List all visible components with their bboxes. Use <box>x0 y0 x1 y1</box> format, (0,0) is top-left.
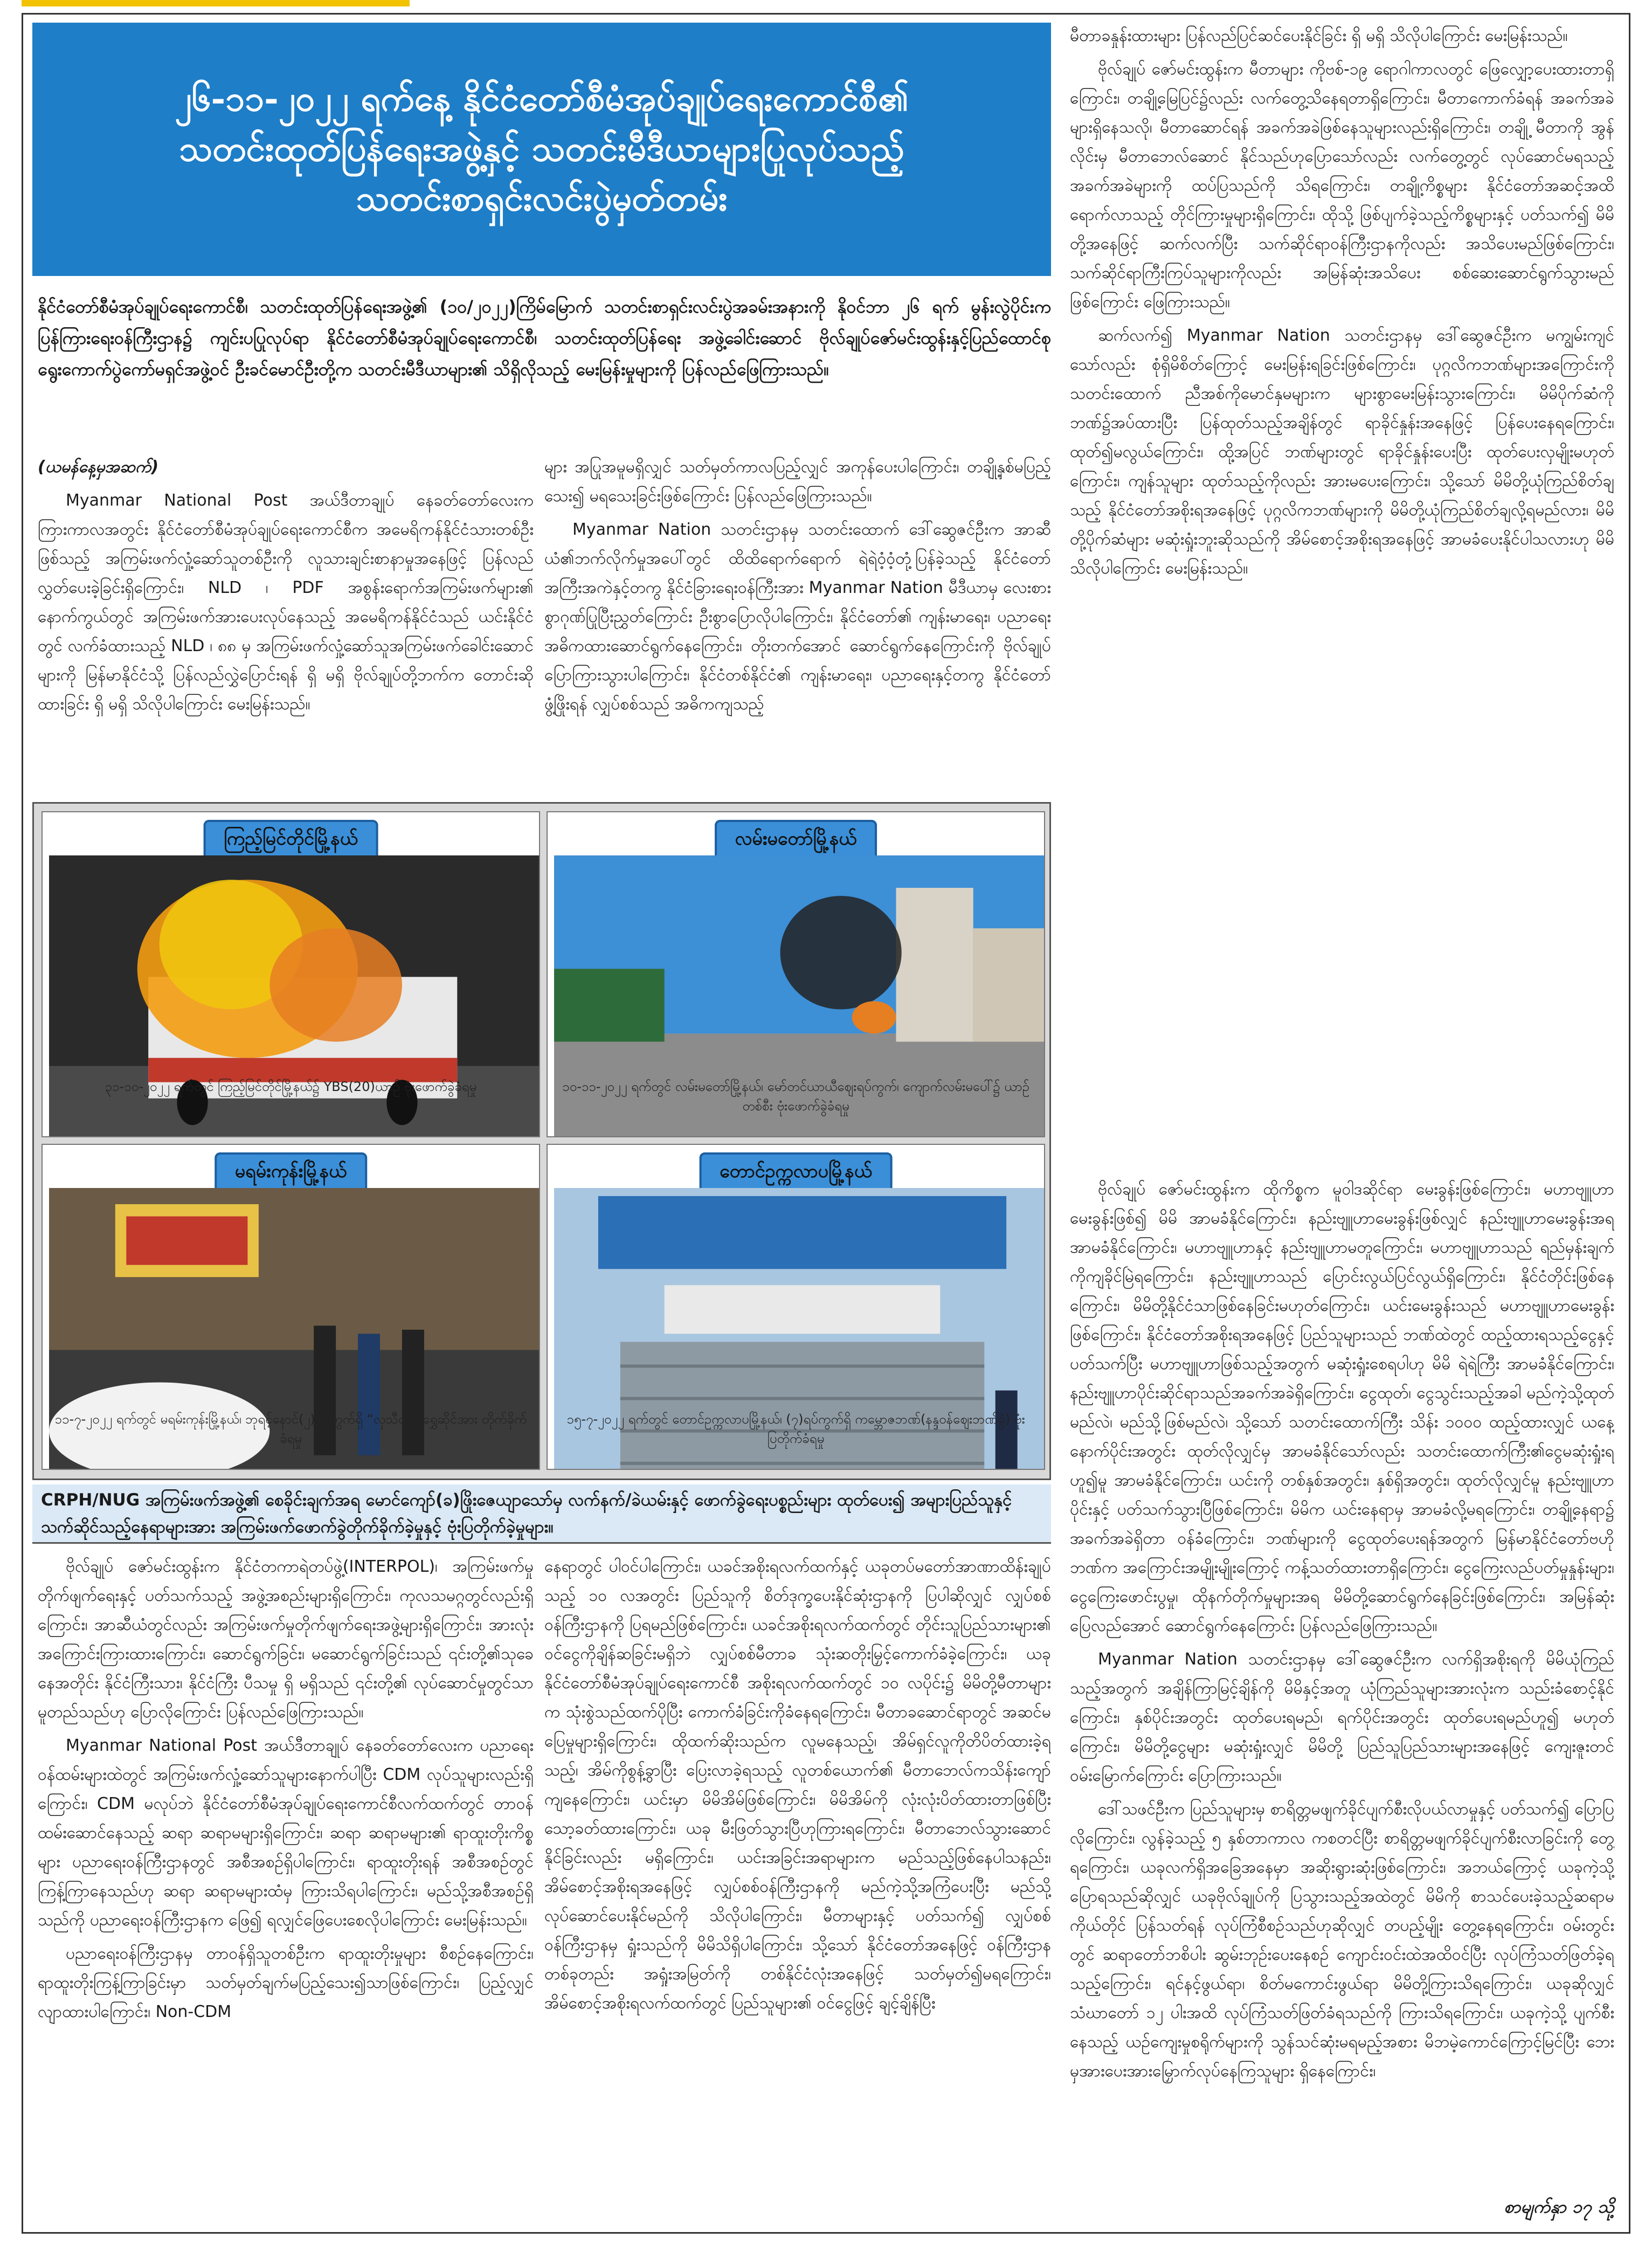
article-paragraph: Myanmar Nation သတင်းဌာနမှ ဒေါ်ဆွေဇင်ဦးက လက်ရှိအစိုးရကို မိမိယုံကြည်သည့်အတွက် အချိန်ကြာမြင့်ချိန်ကို မိမိနှင့်အတူ ယုံကြည်သူများအားလုံးက သည်းခံစောင့်နိုင်ကြောင်း၊ နှစ်ပိုင်းအတွင်း ထုတ်ပေးရမည်၊ ရက်ပိုင်းအတွင်း ထုတ်ပေးရမည်ဟူ၍ မဟုတ်ကြောင်း၊ မိမိတို့ငွေများ မဆုံးရှုံးလျှင် မိမိတို့ ပြည်သူပြည်သားများအနေဖြင့် ကျေးဇူးတင် ဝမ်းမြောက်ကြောင်း ပြောကြားသည်။ <box>1070 1650 1614 1785</box>
article-paragraph: ဒေါ်သဖင်ဦးက ပြည်သူများမှ စာရိတ္တမဖျက်ခိုင်ပျက်စီးလိုပယ်လာမှုနှင့် ပတ်သက်၍ ပြောပြလိုကြောင်း၊ လွန်ခဲ့သည့် ၅ နှစ်တာကာလ ကစတင်ပြီး စာရိတ္တမဖျက်ခိုင်ပျက်စီးလာခြင်းကို တွေ့ရကြောင်း၊ ယခုလက်ရှိအခြေအနေမှာ အဆိုးရွားဆုံးဖြစ်ကြောင်း၊ အဘယ်ကြောင့် ယခုကဲ့သို့ပြောရသည်ဆိုလျှင် ယခုဗိုလ်ချုပ်ကို ပြသွားသည့်အထဲတွင် မိမိကို စာသင်ပေးခဲ့သည့်ဆရာမကိုယ်တိုင် ပြန်သတ်ရန် လုပ်ကြံစီစဉ်သည်ဟုဆိုလျှင် တပည့်မျိုး တွေ့နေရကြောင်း၊ ဝမ်းတွင်းတွင် ဆရာတော်ဘစိပါး ဆွမ်းဘုဉ်းပေးနေစဉ် ကျောင်းဝင်းထဲအထိဝင်ပြီး လုပ်ကြံသတ်ဖြတ်ခဲ့ရသည့်ကြောင်း၊ ရင်နင့်ဖွယ်ရာ၊ စိတ်မကောင်းဖွယ်ရာ မိမိတို့ကြားသိရကြောင်း၊ ယခုဆိုလျှင် သံဃာတော် ၁၂ ပါးအထိ လုပ်ကြံသတ်ဖြတ်ခံရသည်ကို ကြားသိရကြောင်း၊ ယခုကဲ့သို့ ပျက်စီးနေသည့် ယဉ်ကျေးမှုစရိုက်များကို သွန်သင်ဆုံးမရမည့်အစား မိဘမဲ့ကောင်ကြောင့်မြင်ပြီး ဘေးမှအားပေးအားမြှောက်လုပ်နေကြသူများ ရှိနေကြောင်း၊ <box>1070 1800 1614 2081</box>
article-paragraph: Myanmar Nation သတင်းဌာနမှ သတင်းထောက် ဒေါ်ဆွေဇင်ဦးက အာဆီယံ၏ဘက်လိုက်မှုအပေါ်တွင် ထိထိရောက်ရောက် ရဲရဲဝံ့ဝံ့တုံ့ပြန်ခဲ့သည့် နိုင်ငံတော်အကြီးအကဲနှင့်တကွ နိုင်ငံခြားရေးဝန်ကြီးအား Myanmar Nation မီဒီယာမှ လေးစားစွာဂုဏ်ပြုပြီးညွှတ်ကြောင်း ဦးစွာပြောလိုပါကြောင်း၊ နိုင်ငံတော်၏ ကျန်းမာရေး၊ ပညာရေးအဓိကထားဆောင်ရွက်နေကြောင်း၊ တိုးတက်အောင် ဆောင်ရွက်နေကြောင်းကို ဗိုလ်ချုပ် ပြောကြားသွားပါကြောင်း၊ နိုင်ငံတစ်နိုင်ငံ၏ ကျန်းမာရေး၊ ပညာရေးနှင့်တကွ နိုင်ငံတော်ဖွံ့ဖြိုးရန် လျှပ်စစ်သည် အဓိကကျသည့် <box>544 520 1051 714</box>
photo-caption: ၃၁-၁၀-၂၀၂၂ ရက်တွင် ကြည့်မြင်တိုင်မြို့နယ်၌ YBS(20)ယာဉ် ဗုံးဖောက်ခွဲခံရမှု <box>105 1079 477 1094</box>
article-paragraph: ဗိုလ်ချုပ် ဇော်မင်းထွန်းက ထိုကိစ္စက မူဝါဒဆိုင်ရာ မေးခွန်းဖြစ်ကြောင်း၊ မဟာဗျူဟာမေးခွန်းဖြစ်၍ မိမိ အာမခံနိုင်ကြောင်း၊ နည်းဗျူဟာမေးခွန်းဖြစ်လျှင် နည်းဗျူဟာမေးခွန်းအရ အာမခံနိုင်ကြောင်း၊ မဟာဗျူဟာနှင့် နည်းဗျူဟာမတူကြောင်း၊ မဟာဗျူဟာသည် ရည်မှန်းချက်ကိုကျခိုင်မြဲရကြောင်း၊ နည်းဗျူဟာသည် ပြောင်းလွယ်ပြင်လွယ်ရှိကြောင်း၊ နိုင်ငံတိုင်းဖြစ်နေကြောင်း၊ မိမိတို့နိုင်ငံသာဖြစ်နေခြင်းမဟုတ်ကြောင်း၊ ယင်းမေးခွန်းသည် မဟာဗျူဟာမေးခွန်းဖြစ်ကြောင်း၊ နိုင်ငံတော်အစိုးရအနေဖြင့် ပြည်သူများသည် ဘဏ်ထဲတွင် ထည့်ထားရသည့်ငွေနှင့်ပတ်သက်ပြီး မဟာဗျူဟာဖြစ်သည့်အတွက် မဆုံးရှုံးစေရပါဟု မိမိ ရဲရဲကြီး အာမခံနိုင်ကြောင်း၊ နည်းဗျူဟာပိုင်းဆိုင်ရာသည်အခက်အခဲရှိကြောင်း၊ ငွေထုတ်၊ ငွေသွင်းသည့်အခါ မည်ကဲ့သို့ထုတ်မည်လဲ၊ မည်သို့ဖြစ်မည်လဲ၊ သို့သော် သတင်းထောက်ကြီး သိန်း ၁၀၀၀ ထည့်ထားလျှင် ယနေ့နောက်ပိုင်းအတွင်း ထုတ်လိုလျှင်မှ အာမခံနိုင်သော်လည်း သတင်းထောက်ကြီး၏ငွေမဆုံးရှုံးရဟူ၍မူ အာမခံနိုင်ကြောင်း၊ ယင်းကို တစ်နှစ်အတွင်း၊ နှစ်ရှိအတွင်း၊ ထုတ်လိုလျှင်မူ နည်းဗျူဟာပိုင်းနှင့် ပတ်သက်သွားပြီဖြစ်ကြောင်း၊ မိမိက ယင်းနေရာမှ အာမခံလို့မရကြောင်း၊ တချို့နေရာ၌ အခက်အခဲရှိတာ ဝန်ခံကြောင်း၊ ဘဏ်များကို ငွေထုတ်ပေးရန်အတွက် မြန်မာနိုင်ငံတော်ဗဟိုဘဏ်က အကြောင်းအမျိုးမျိုးကြောင့် ကန့်သတ်ထားတာရှိကြောင်း၊ ငွေကြေးလည်ပတ်မှုနှုန်းများ၊ ငွေကြေးဖောင်းပွမှု၊ ထိုနက်တိုက်မှုများအရ မိမိတို့ဆောင်ရွက်နေခြင်းဖြစ်ကြောင်း၊ အမြန်ဆုံးပြေလည်အောင် ဆောင်ရွက်နေကြောင်း ပြန်လည်ဖြေကြားသည်။ <box>1070 1180 1614 1635</box>
column-2-top <box>544 453 1051 798</box>
photo-south-okkalapa <box>547 1144 1045 1470</box>
headline-line-2: သတင်းထုတ်ပြန်ရေးအဖွဲ့နှင့် သတင်းမီဒီယာများပြုလုပ်သည့် <box>179 128 904 169</box>
lede-paragraph: နိုင်ငံတော်စီမံအုပ်ချုပ်ရေးကောင်စီ၊ သတင်းထုတ်ပြန်ရေးအဖွဲ့၏ (၁၀/၂၀၂၂)ကြိမ်မြောက် သတင်းစာရှင်းလင်းပွဲအခမ်းအနားကို နိုဝင်ဘာ ၂၆ ရက် မွန်းလွဲပိုင်းက ပြန်ကြားရေးဝန်ကြီးဌာန၌ ကျင်းပပြုလုပ်ရာ နိုင်ငံတော်စီမံအုပ်ချုပ်ရေးကောင်စီ၊ သတင်းထုတ်ပြန်ရေး အဖွဲ့ခေါင်းဆောင် ဗိုလ်ချုပ်ဇော်မင်းထွန်းနှင့်ပြည်ထောင်စုရွေးကောက်ပွဲကော်မရှင်အဖွဲ့ဝင် ဦးခင်မောင်ဦးတို့က သတင်းမီဒီယာများ၏ သိရှိလိုသည့် မေးမြန်းမှုများကို ပြန်လည်ဖြေကြားသည်။ <box>38 296 1051 379</box>
column-2-bottom <box>544 1552 1051 2215</box>
article-paragraph: ပညာရေးဝန်ကြီးဌာနမှ တာဝန်ရှိသူတစ်ဦးက ရာထူးတိုးမှုများ စီစဉ်နေကြောင်း၊ ရာထူးတိုးကြန့်ကြာခြင်းမှာ သတ်မှတ်ချက်မပြည့်သေး၍သာဖြစ်ကြောင်း၊ ပြည့်လျှင် လျာထားပါကြောင်း၊ Non-CDM <box>38 1944 534 2021</box>
top-accent-bar <box>22 0 410 6</box>
photo-collage <box>32 802 1051 1480</box>
photo-collage-caption: CRPH/NUG အကြမ်းဖက်အဖွဲ့၏ စေခိုင်းချက်အရ မောင်ကျော်(ခ)ဖြိုးဇေယျာသော်မှ လက်နက်/ခဲယမ်းနှင့် ဖောက်ခွဲရေးပစ္စည်းများ ထုတ်ပေး၍ အများပြည်သူနှင့် သက်ဆိုင်သည့်နေရာများအား အကြမ်းဖက်ဖောက်ခွဲတိုက်ခိုက်ခဲ့မှုနှင့် ဗုံးပြတိုက်ခဲ့မှုများ။ <box>32 1484 1051 1544</box>
photo-caption: ၁၁-၇-၂၀၂၂ ရက်တွင် မရမ်းကုန်းမြို့နယ်၊ ဘုရင့်နောင်(၂)ရပ်ကွက်ရှိ “လှသီတာ”ရွှေဆိုင်အား တိုက်ခိုက်ခံရမှု <box>54 1412 527 1446</box>
headline-banner <box>32 23 1051 276</box>
source-note: (ယမန်နေ့မှအဆက်) <box>38 458 159 476</box>
photo-title: ကြည့်မြင်တိုင်မြို့နယ် <box>203 820 378 860</box>
photo-caption: ၁၀-၁၁-၂၀၂၂ ရက်တွင် လမ်းမတော်မြို့နယ်၊ မော်တင်ယာယီဈေးရပ်ကွက်၊ ကျောက်လမ်းမပေါ်၌ ယာဉ်တစ်စီး ဗုံးဖောက်ခွဲခံရမှု <box>562 1079 1029 1114</box>
photo-mayangone <box>42 1144 540 1470</box>
photo-title: မရမ်းကုန်းမြို့နယ် <box>215 1152 368 1193</box>
continued-on-page: စာမျက်နှာ ၁၇ သို့ <box>1504 2196 1614 2217</box>
article-paragraph: များ အပြုအမူမရှိလျှင် သတ်မှတ်ကာလပြည့်လျှင် အကုန်ပေးပါကြောင်း၊ တချို့နှစ်မပြည့်သေး၍ မရသေးခြင်းဖြစ်ကြောင်း ပြန်လည်ဖြေကြားသည်။ <box>544 458 1051 506</box>
photo-lanmadaw <box>547 811 1045 1137</box>
article-paragraph: မီတာခနှုန်းထားများ ပြန်လည်ပြင်ဆင်ပေးနိုင်ခြင်း ရှိ မရှိ သိလိုပါကြောင်း မေးမြန်းသည်။ <box>1070 26 1568 45</box>
headline-line-1: ၂၆-၁၁-၂၀၂၂ ရက်နေ့ နိုင်ငံတော်စီမံအုပ်ချုပ်ရေးကောင်စီ၏ <box>175 78 909 119</box>
article-paragraph: နေရာတွင် ပါဝင်ပါကြောင်း၊ ယခင်အစိုးရလက်ထက်နှင့် ယခုတပ်မတော်အာဏာထိန်းချုပ်သည့် ၁၀ လအတွင်း ပြည်သူကို စိတ်ဒုက္ခပေးနိုင်ဆုံးဌာနကို ပြပါဆိုလျှင် လျှပ်စစ်ဝန်ကြီးဌာနကို ပြရမည်ဖြစ်ကြောင်း၊ ယခင်အစိုးရလက်ထက်တွင် တိုင်းသူပြည်သားများ၏ ဝင်ငွေကိုချိန်ဆခြင်းမရှိဘဲ လျှပ်စစ်မီတာခ သုံးဆတိုးမြှင့်ကောက်ခံခဲ့ကြောင်း၊ ယခု နိုင်ငံတော်စီမံအုပ်ချုပ်ရေးကောင်စီ အစိုးရလက်ထက်တွင် ၁၀ လပိုင်း၌ မိမိတို့မီတာများက သုံးစွဲသည်ထက်ပိုပြီး ကောက်ခံခြင်းကိုခံနေရကြောင်း၊ မီတာခဆောင်ရာတွင် အဆင်မပြေမှုများရှိကြောင်း၊ ထိုထက်ဆိုးသည်က လူမနေသည့်၊ အိမ်ရှင်လူကိုတိပိတ်ထားခဲ့ရသည့်၊ အိမ်ကိုစွန့်ခွာပြီး ပြေးလာခဲ့ရသည့် လူတစ်ယောက်၏ မီတာဘေလ်ကသိန်းကျော်ကျနေကြောင်း၊ ယင်းမှာ မိမိအိမ်ဖြစ်ကြောင်း၊ မိမိအိမ်ကို လုံးလုံးပိတ်ထားတာဖြစ်ပြီး သော့ခတ်ထားကြောင်း၊ ယခု မီးဖြတ်သွားပြီဟုကြားရကြောင်း၊ မီတာဘေလ်သွားဆောင်နိုင်ခြင်းလည်း မရှိကြောင်း၊ ယင်းအခြင်းအရာများက မည်သည့်ဖြစ်နေပါသနည်း၊ အိမ်စောင့်အစိုးရအနေဖြင့် လျှပ်စစ်ဝန်ကြီးဌာနကို မည်ကဲ့သို့အကြံပေးပြီး မည်သို့လုပ်ဆောင်ပေးနိုင်မည်ကို သိလိုပါကြောင်း၊ မီတာများနှင့် ပတ်သက်၍ လျှပ်စစ်ဝန်ကြီးဌာနမှ ရှုံးသည်ကို မိမိသိရှိပါကြောင်း၊ သို့သော် နိုင်ငံတော်အနေဖြင့် ဝန်ကြီးဌာနတစ်ခုတည်း အရှုံးအမြတ်ကို တစ်နိုင်ငံလုံးအနေဖြင့် သတ်မှတ်၍မရကြောင်း၊ အိမ်စောင့်အစိုးရလက်ထက်တွင် ပြည်သူများ၏ ဝင်ငွေဖြင့် ချင့်ချိန်ပြီး <box>544 1557 1051 2013</box>
article-paragraph: Myanmar National Post အယ်ဒီတာချုပ် နေခတ်တော်လေးက ပညာရေးဝန်ထမ်းများထဲတွင် အကြမ်းဖက်လှုံ့ဆော်သူများနောက်ပါပြီး CDM လုပ်သူများလည်းရှိကြောင်း၊ CDM မလုပ်ဘဲ နိုင်ငံတော်စီမံအုပ်ချုပ်ရေးကောင်စီလက်ထက်တွင် တာဝန်ထမ်းဆောင်နေသည့် ဆရာ ဆရာမများရှိကြောင်း၊ ဆရာ ဆရာမများ၏ ရာထူးတိုးကိစ္စများ ပညာရေးဝန်ကြီးဌာနတွင် အစီအစဉ်ရှိပါကြောင်း၊ ရာထူးတိုးရန် အစီအစဉ်တွင် ကြန့်ကြာနေသည်ဟု ဆရာ ဆရာမများထံမှ ကြားသိရပါကြောင်း၊ မည်သို့အစီအစဉ်ရှိသည်ကို ပညာရေးဝန်ကြီးဌာနက ဖြေ၍ ရလျှင်ဖြေပေးစေလိုပါကြောင်း မေးမြန်းသည်။ <box>38 1736 534 1930</box>
photo-caption: ၁၅-၇-၂၀၂၂ ရက်တွင် တောင်ဥက္ကလာပမြို့နယ်၊ (၇)ရပ်ကွက်ရှိ ကမ္ဘောဇဘဏ်(နန္ဒဝန်ဈေးဘဏ်ခွဲ) ဗုံးပြတိုက်ခံရမှု <box>566 1412 1025 1446</box>
article-paragraph: Myanmar National Post အယ်ဒီတာချုပ် နေခတ်တော်လေးက ကြားကာလအတွင်း နိုင်ငံတော်စီမံအုပ်ချုပ်ရေးကောင်စီက အမေရိကန်နိုင်ငံသားတစ်ဦးဖြစ်သည့် အကြမ်းဖက်လှုံ့ဆော်သူတစ်ဦးကို လူသားချင်းစာနာမှုအနေဖြင့် ပြန်လည်လွှတ်ပေးခဲ့ခြင်းရှိကြောင်း၊ NLD ၊ PDF အစွန်းရောက်အကြမ်းဖက်များ၏ နောက်ကွယ်တွင် အကြမ်းဖက်အားပေးလုပ်နေသည့် အမေရိကန်နိုင်ငံသည် ယင်းနိုင်ငံတွင် လက်ခံထားသည့် NLD ၊ ၈၈ မှ အကြမ်းဖက်လှုံ့ဆော်သူအကြမ်းဖက်ခေါင်းဆောင်များကို မြန်မာနိုင်ငံသို့ ပြန်လည်လွှဲပြောင်းရန် ရှိ မရှိ ဗိုလ်ချုပ်တို့ဘက်က တောင်းဆိုထားခြင်း ရှိ မရှိ သိလိုပါကြောင်း မေးမြန်းသည်။ <box>38 491 534 714</box>
photo-title: တောင်ဥက္ကလာပမြို့နယ် <box>699 1152 893 1193</box>
column-3-top <box>1070 22 1614 1170</box>
article-paragraph: ဆက်လက်၍ Myanmar Nation သတင်းဌာနမှ ဒေါ်ဆွေဇင်ဦးက မကျွမ်းကျင်သော်လည်း စုံရှိမိစိတ်ကြောင့် မေးမြန်းရခြင်းဖြစ်ကြောင်း၊ ပုဂ္ဂလိကဘဏ်များအကြောင်းကို သတင်းထောက် ညီအစ်ကိုမောင်နှမများက များစွာမေးမြန်းသွားကြောင်း၊ မိမိပိုက်ဆံကို ဘဏ်၌အပ်ထားပြီး ပြန်ထုတ်သည့်အချိန်တွင် ရာခိုင်နှုန်းအနေဖြင့် ပြန်ပေးနေရကြောင်း၊ ထုတ်၍မလွယ်ကြောင်း၊ ထို့အပြင် ဘဏ်များတွင် ရာခိုင်နှုန်းပေးပြီး ထုတ်ပေးလှမျိုးမဟုတ်ကြောင်း၊ ကျန်သူများ ထုတ်သည့်ကိုလည်း အားမပေးကြောင်း၊ သို့သော် မိမိတို့ယုံကြည်စိတ်ချသည့် နိုင်ငံတော်အစိုးရအနေဖြင့် ပုဂ္ဂလိကဘဏ်များကို မိမိတို့ယုံကြည်စိတ်ချလို့ရမည်လား၊ မိမိတို့ပိုက်ဆံများ မဆုံးရှုံးဘူးဆိုသည်ကို အိမ်စောင့်အစိုးရအနေဖြင့် အာမခံပေးနိုင်ပါသလားဟု မိမိသိလိုပါကြောင်း မေးမြန်းသည်။ <box>1070 326 1614 578</box>
article-paragraph: ဗိုလ်ချုပ် ဇော်မင်းထွန်းက နိုင်ငံတကာရဲတပ်ဖွဲ့(INTERPOL)၊ အကြမ်းဖက်မှုတိုက်ဖျက်ရေးနှင့် ပတ်သက်သည့် အဖွဲ့အစည်းများရှိကြောင်း၊ ကုလသမဂ္ဂတွင်လည်းရှိကြောင်း၊ အာဆီယံတွင်လည်း အကြမ်းဖက်မှုတိုက်ဖျက်ရေးအဖွဲ့များရှိကြောင်း၊ အားလုံးအကြောင်းကြားထားကြောင်း၊ ဆောင်ရွက်ခြင်း၊ မဆောင်ရွက်ခြင်းသည် ၎င်းတို့၏သုခေနေအတိုင်း နိုင်ငံကြီးသား၊ နိုင်ငံကြီး ပီသမှု ရှိ မရှိသည် ၎င်းတို့၏ လုပ်ဆောင်မှုတွင်သာ မူတည်သည်ဟု ပြောလိုကြောင်း ပြန်လည်ဖြေကြားသည်။ <box>38 1557 534 1722</box>
column-1-top <box>38 453 534 798</box>
column-3-bottom <box>1070 1175 1614 2188</box>
photo-kyimyindaing <box>42 811 540 1137</box>
photo-title: လမ်းမတော်မြို့နယ် <box>715 820 877 860</box>
article-paragraph: ဗိုလ်ချုပ် ဇော်မင်းထွန်းက မီတာများ ကိုဗစ်-၁၉ ရောဂါကာလတွင် ဖြေလျှော့ပေးထားတာရှိကြောင်း၊ တချို့မြေပြင်၌လည်း လက်တွေ့သိနေရတာရှိကြောင်း၊ မီတာကောက်ခံရန် အခက်အခဲများရှိနေသလို၊ မီတာဆောင်ရန် အခက်အခဲဖြစ်နေသူများလည်းရှိကြောင်း၊ တချို့ မီတာကို အွန်လိုင်းမှ မီတာဘေလ်ဆောင် နိုင်သည်ဟုပြောသော်လည်း လက်တွေ့တွင် လုပ်ဆောင်မရသည့် အခက်အခဲများကို ထပ်ပြသည်ကို သိရကြောင်း၊ တချို့ကိစ္စများ နိုင်ငံတော်အဆင့်အထိရောက်လာသည့် တိုင်ကြားမှုများရှိကြောင်း၊ ထိုသို့ ဖြစ်ပျက်ခဲ့သည့်ကိစ္စများနှင့် ပတ်သက်၍ မိမိတို့အနေဖြင့် ဆက်လက်ပြီး သက်ဆိုင်ရာဝန်ကြီးဌာနကိုလည်း အသိပေးမည်ဖြစ်ကြောင်း၊ သက်ဆိုင်ရာကြီးကြပ်သူများကိုလည်း အမြန်ဆုံးအသိပေး စစ်ဆေးဆောင်ရွက်သွားမည်ဖြစ်ကြောင်း ဖြေကြားသည်။ <box>1070 60 1614 312</box>
headline-line-3: သတင်းစာရှင်းလင်းပွဲမှတ်တမ်း <box>356 178 728 219</box>
column-1-bottom <box>38 1552 534 2215</box>
